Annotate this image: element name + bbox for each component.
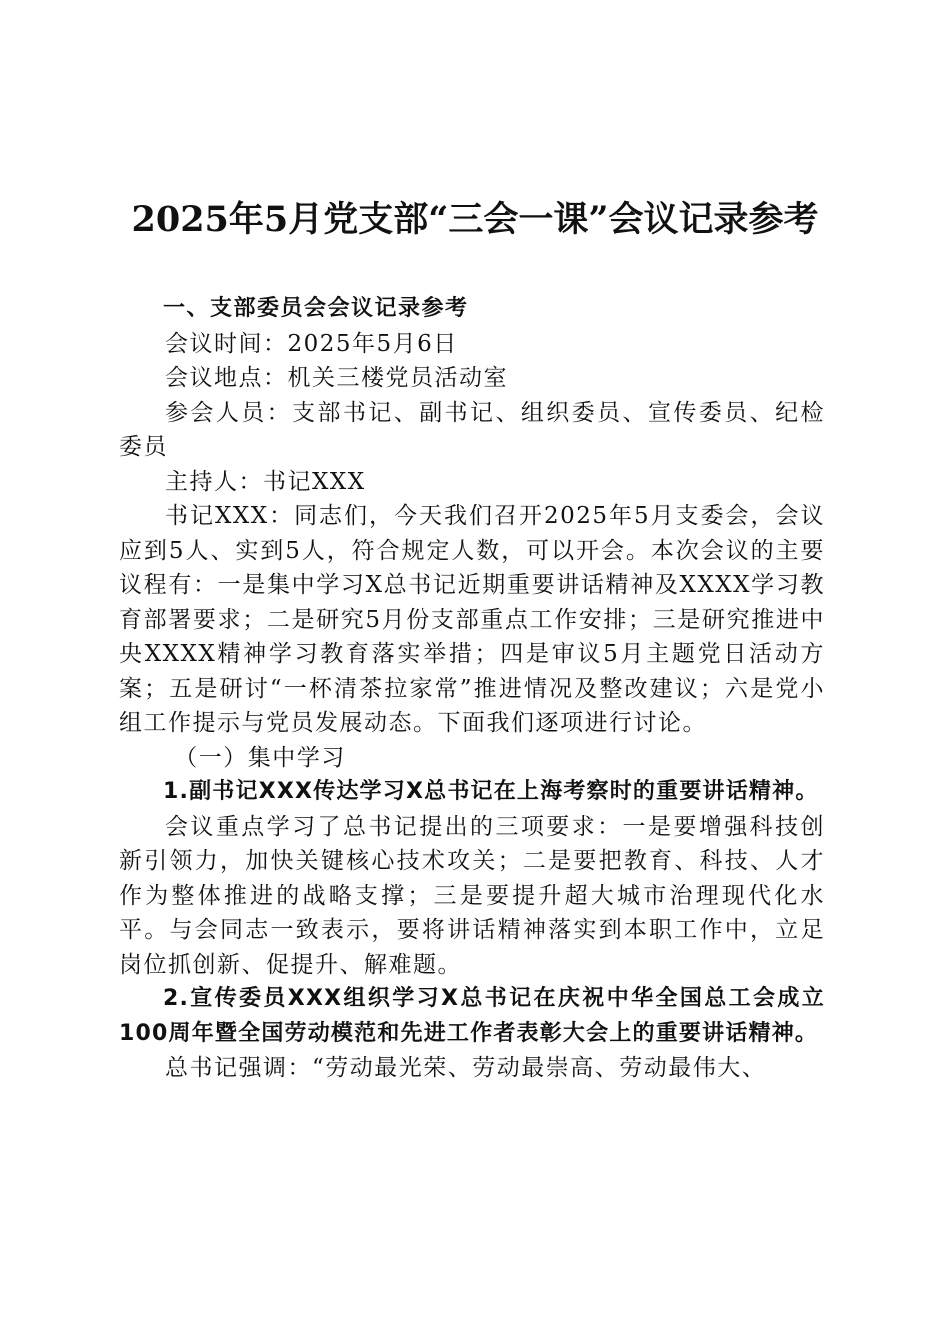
item2-heading: 2.宣传委员XXX组织学习X总书记在庆祝中华全国总工会成立100周年暨全国劳动模范和先进工作者表彰大会上的重要讲话精神。 — [119, 986, 825, 1046]
document-title: 2025年5月党支部“三会一课”会议记录参考 — [131, 199, 819, 240]
meeting-time: 会议时间：2025年5月6日 — [165, 330, 458, 357]
document-body — [119, 292, 825, 1086]
item1-heading: 1.副书记XXX传达学习X总书记在上海考察时的重要讲话精神。 — [163, 779, 819, 804]
section-heading: 一、支部委员会会议记录参考 — [163, 296, 469, 321]
opening-speech: 书记XXX：同志们，今天我们召开2025年5月支委会，会议应到5人、实到5人，符合规定人数，可以开会。本次会议的主要议程有：一是集中学习X总书记近期重要讲话精神及XXXX学习教育部署要求；二是研究5月份支部重点工作安排；三是研究推进中央XXXX精神学习教育落实举措；四是审议5月主题党日活动方案；五是研讨“一杯清茶拉家常”推进情况及整改建议；六是党小组工作提示与党员发展动态。下面我们逐项进行讨论。 — [119, 503, 825, 736]
subsection-heading: （一）集中学习 — [174, 744, 346, 771]
item1-body: 会议重点学习了总书记提出的三项要求：一是要增强科技创新引领力，加快关键核心技术攻关；二是要把教育、科技、人才作为整体推进的战略支撑；三是要提升超大城市治理现代化水平。与会同志一致表示，要将讲话精神落实到本职工作中，立足岗位抓创新、促提升、解难题。 — [119, 813, 825, 978]
item2-body: 总书记强调：“劳动最光荣、劳动最崇高、劳动最伟大、 — [165, 1055, 767, 1081]
meeting-place: 会议地点：机关三楼党员活动室 — [165, 365, 508, 391]
host: 主持人：书记XXX — [165, 468, 366, 495]
attendees: 参会人员：支部书记、副书记、组织委员、宣传委员、纪检委员 — [119, 399, 825, 460]
